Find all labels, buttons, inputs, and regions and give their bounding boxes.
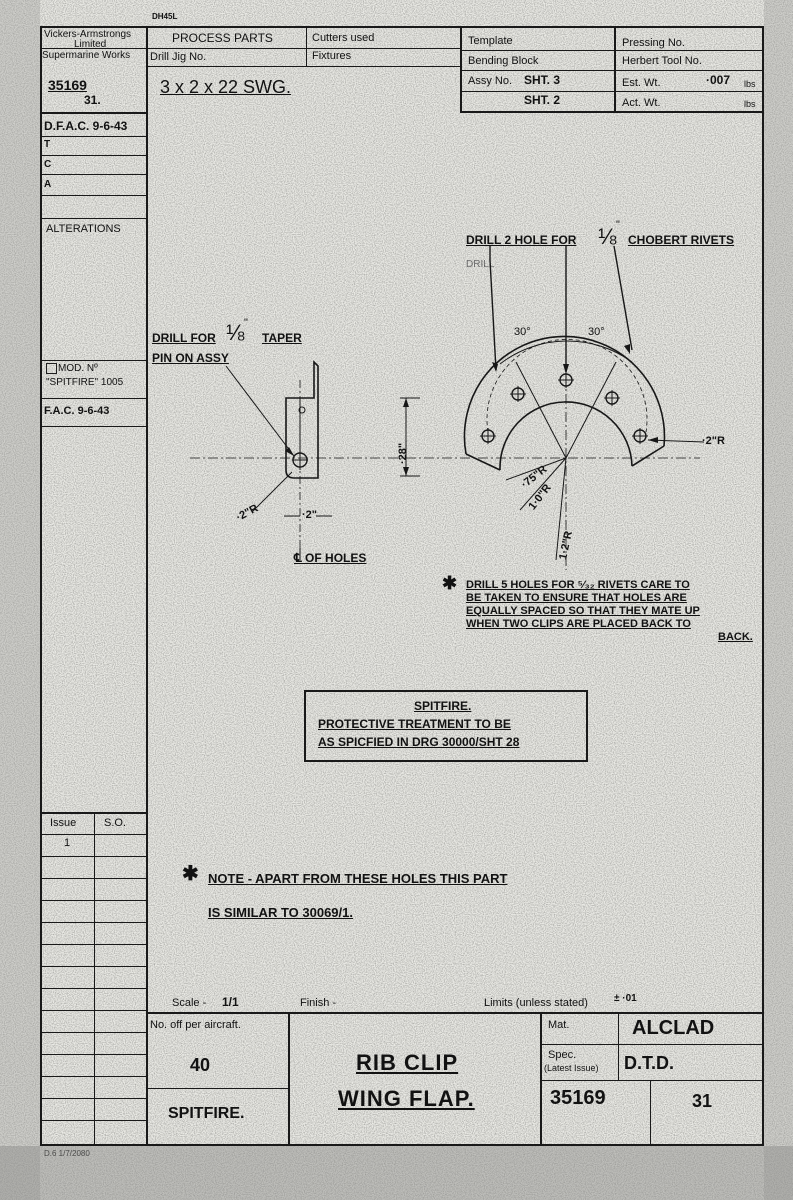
angle-ray-left xyxy=(516,362,566,458)
template-label: Template xyxy=(468,35,513,47)
angle-30-left: 30° xyxy=(514,326,531,338)
part-title-line2: WING FLAP. xyxy=(338,1086,475,1111)
note-drill-5-line4: WHEN TWO CLIPS ARE PLACED BACK TO xyxy=(466,618,691,630)
dim-2r-right: ·2"R xyxy=(702,435,725,447)
clip-end-right xyxy=(632,446,664,466)
finish-label: Finish - xyxy=(300,997,337,1009)
top-reference: DH45L xyxy=(152,12,178,21)
limits-label: Limits (unless stated) xyxy=(484,997,588,1009)
radius-2r-left-leader xyxy=(252,472,292,512)
herbert-tool-label: Herbert Tool No. xyxy=(622,55,702,67)
process-parts-label: PROCESS PARTS xyxy=(172,31,273,45)
company-line-3: Supermarine Works xyxy=(42,50,131,61)
est-wt-unit: lbs xyxy=(744,79,756,89)
approver-label: A xyxy=(44,179,52,190)
dim-2-left: ·2" xyxy=(302,509,317,521)
tracer-label: T xyxy=(44,139,51,150)
note-apart-line1: NOTE - APART FROM THESE HOLES THIS PART xyxy=(208,871,508,886)
drawing-suffix: 31. xyxy=(84,93,101,107)
dim-75r: ·75"R xyxy=(519,463,550,491)
drawing-number: 35169 xyxy=(48,77,87,93)
leader-right-hole xyxy=(614,246,632,350)
material-label: Mat. xyxy=(548,1019,570,1031)
fac-stamp: F.A.C. 9-6-43 xyxy=(44,405,110,417)
no-off-label: No. off per aircraft. xyxy=(150,1019,241,1031)
scale-label: Scale - xyxy=(172,997,207,1009)
note-fraction-1-8-right: ⅛ xyxy=(598,224,617,249)
box-spitfire: SPITFIRE. xyxy=(414,699,472,713)
part-number-suffix: 31 xyxy=(692,1091,713,1111)
part-number: 35169 xyxy=(550,1087,606,1109)
note-centerline-holes: ℄ OF HOLES xyxy=(294,551,367,565)
cutters-used-label: Cutters used xyxy=(312,32,375,44)
note-taper: TAPER xyxy=(262,331,302,345)
assy-sheet-2: SHT. 2 xyxy=(524,93,561,107)
dim-2r-left: ·2"R xyxy=(234,502,261,524)
note-drill-5-line5: BACK. xyxy=(718,631,753,643)
arrow-dim-28-top xyxy=(403,398,409,407)
assy-sheet-3: SHT. 3 xyxy=(524,73,561,87)
box-spec-line: AS SPICFIED IN DRG 30000/SHT 28 xyxy=(318,735,520,749)
hole-4 xyxy=(604,390,620,406)
angle-30-right: 30° xyxy=(588,326,605,338)
radius-12-leader xyxy=(556,458,566,560)
note-drill-5-line3: EQUALLY SPACED SO THAT THEY MATE UP xyxy=(466,605,700,617)
leader-left-hole xyxy=(490,246,496,370)
fixtures-label: Fixtures xyxy=(312,50,352,62)
act-wt-unit: lbs xyxy=(744,99,756,109)
radius-10-leader xyxy=(520,458,566,510)
note-drill-2-hole: DRILL 2 HOLE FOR xyxy=(466,233,577,247)
arrow-leader-center xyxy=(563,364,569,374)
note-pin-on-assy: PIN ON ASSY xyxy=(152,351,229,365)
alterations-label: ALTERATIONS xyxy=(46,223,121,235)
company-line-1: Vickers-Armstrongs xyxy=(44,29,132,40)
note-drill-5-line1: DRILL 5 HOLES FOR ⁵⁄₃₂ RIVETS CARE TO xyxy=(466,579,690,591)
spec-value: D.T.D. xyxy=(624,1053,675,1073)
bending-block-label: Bending Block xyxy=(468,55,539,67)
company-line-2: Limited xyxy=(74,39,107,50)
radius-75-leader xyxy=(506,458,566,480)
aircraft-name: SPITFIRE. xyxy=(168,1105,245,1122)
box-protective-line: PROTECTIVE TREATMENT TO BE xyxy=(318,717,511,731)
note-chobert-rivets: CHOBERT RIVETS xyxy=(628,233,735,247)
spec-label: Spec. xyxy=(548,1049,577,1061)
clip-end-left xyxy=(466,454,500,470)
note-drill-faint: DRILL xyxy=(466,259,495,270)
spec-sub-label: (Latest Issue) xyxy=(544,1063,599,1073)
material-value: ALCLAD xyxy=(632,1017,715,1039)
note-apart-line2: IS SIMILAR TO 30069/1. xyxy=(208,905,353,920)
note-inch-mark-right: " xyxy=(616,219,620,231)
dim-10r: 1·0"R xyxy=(526,482,554,513)
part-title-line1: RIB CLIP xyxy=(356,1050,459,1075)
dfac-stamp: D.F.A.C. 9-6-43 xyxy=(44,119,128,133)
arrow-leader-right xyxy=(624,344,630,354)
hole-5 xyxy=(632,428,648,444)
note-fraction-1-8-left: ⅛ xyxy=(226,320,245,345)
material-size: 3 x 2 x 22 SWG. xyxy=(160,77,292,97)
mod-number-label: MOD. Nº xyxy=(58,363,98,374)
note-drill-5-line2: BE TAKEN TO ENSURE THAT HOLES ARE xyxy=(466,592,687,604)
drill-jig-label: Drill Jig No. xyxy=(150,51,207,63)
star-marker-drill-5: ✱ xyxy=(442,573,458,593)
no-off-value: 40 xyxy=(190,1055,211,1075)
pressing-no-label: Pressing No. xyxy=(622,37,685,49)
limits-value: ± ·01 xyxy=(614,993,637,1004)
taper-pin-leader xyxy=(226,366,294,456)
issue-value: 1 xyxy=(64,837,71,849)
note-inch-mark-left: " xyxy=(244,317,248,329)
star-marker-note: ✱ xyxy=(182,863,199,885)
note-drill-for: DRILL FOR xyxy=(152,331,216,345)
form-code: D.6 1/7/2080 xyxy=(44,1149,90,1158)
mod-value: "SPITFIRE" 1005 xyxy=(46,377,124,388)
assy-no-label: Assy No. xyxy=(468,75,513,87)
issue-label: Issue xyxy=(50,817,77,829)
arrow-2r-right xyxy=(648,437,658,443)
checker-label: C xyxy=(44,159,52,170)
est-wt-value: ·007 xyxy=(706,73,731,87)
hole-1 xyxy=(480,428,496,444)
arrow-dim-28-bot xyxy=(403,467,409,476)
side-view-outline xyxy=(286,362,318,478)
angle-ray-right xyxy=(566,362,616,458)
est-wt-label: Est. Wt. xyxy=(622,77,661,89)
dim-28: ·28" xyxy=(397,442,409,464)
dim-12r: 1·2"R xyxy=(557,529,575,561)
hole-2 xyxy=(510,386,526,402)
act-wt-label: Act. Wt. xyxy=(622,97,661,109)
so-label: S.O. xyxy=(104,817,127,829)
scale-value: 1/1 xyxy=(222,995,239,1009)
